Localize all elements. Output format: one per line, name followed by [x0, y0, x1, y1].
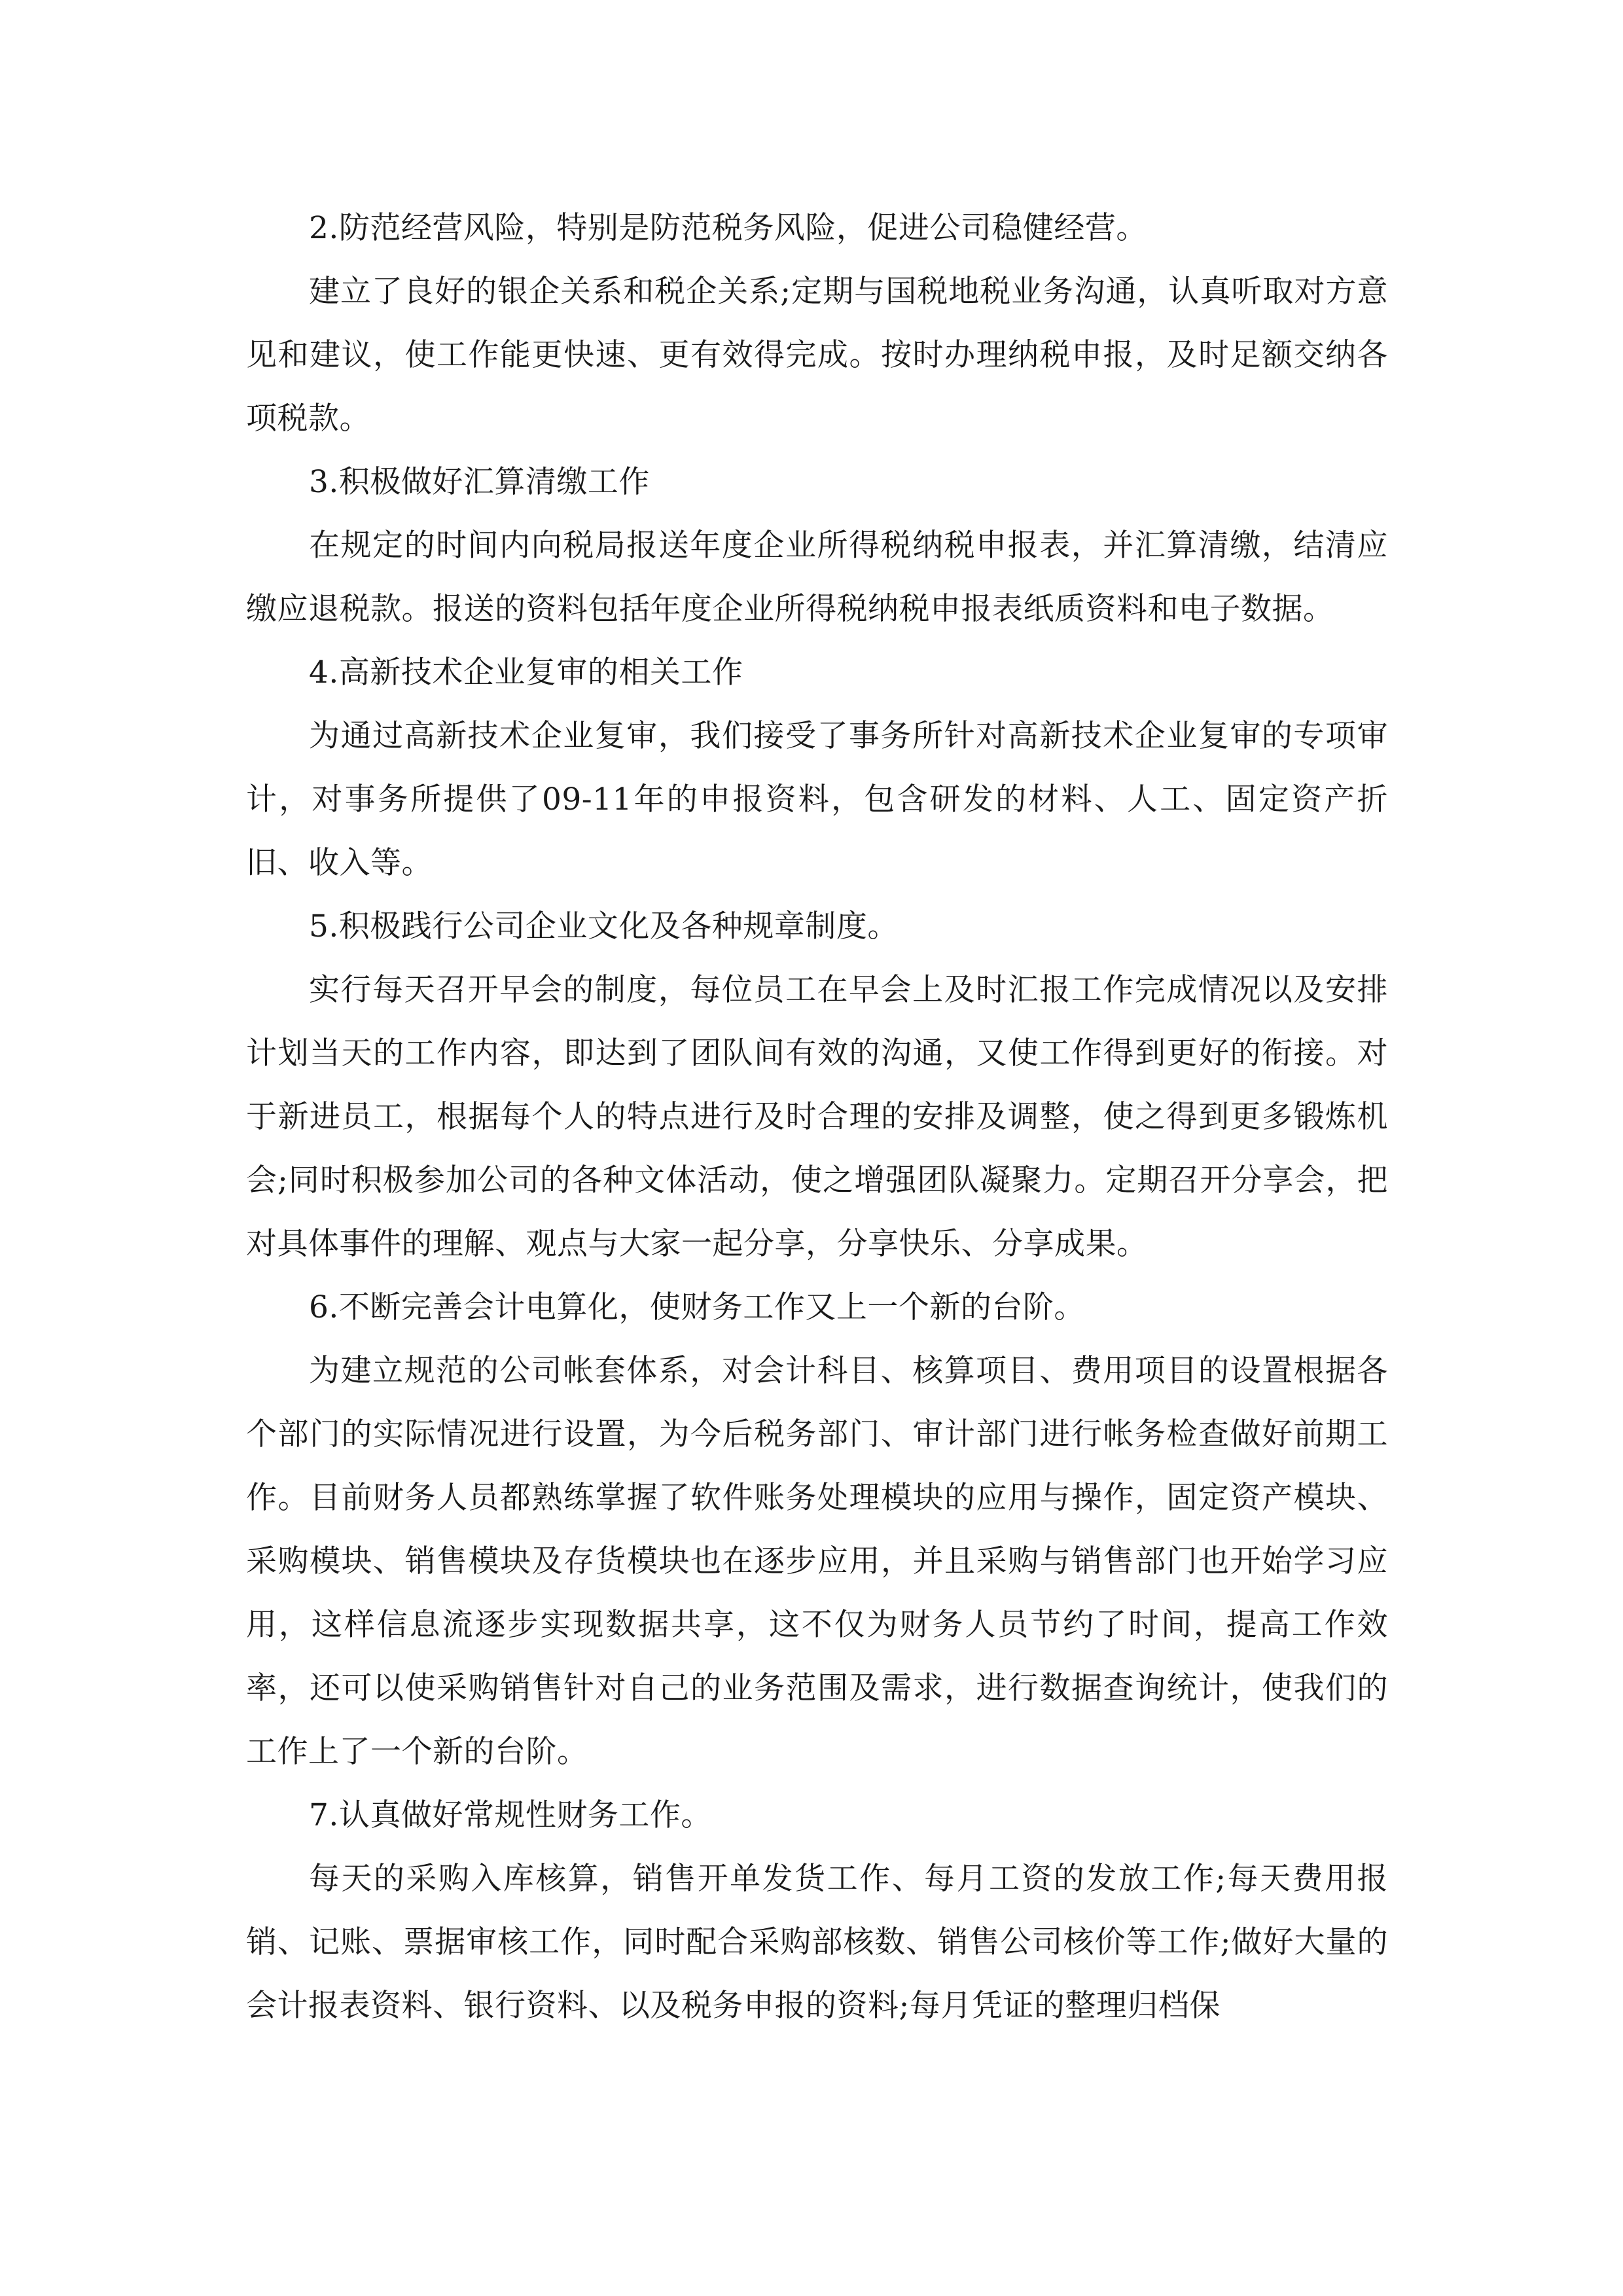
- section-2-heading: 2.防范经营风险，特别是防范税务风险，促进公司稳健经营。: [309, 210, 1147, 246]
- section-6-heading: 6.不断完善会计电算化，使财务工作又上一个新的台阶。: [309, 1289, 1085, 1325]
- section-6-body: 为建立规范的公司帐套体系，对会计科目、核算项目、费用项目的设置根据各个部门的实际情况进行设置，为今后税务部门、审计部门进行帐务检查做好前期工作。目前财务人员都熟练掌握了软件账务处理模块的应用与操作，固定资产模块、采购模块、销售模块及存货模块也在逐步应用，并且采购与销售部门也开始学习应用，这样信息流逐步实现数据共享，这不仅为财务人员节约了时间，提高工作效率，还可以使采购销售针对自己的业务范围及需求，进行数据查询统计，使我们的工作上了一个新的台阶。: [246, 1353, 1388, 1770]
- section-7-heading: 7.认真做好常规性财务工作。: [309, 1797, 712, 1833]
- section-3-heading: 3.积极做好汇算清缴工作: [309, 464, 650, 500]
- section-4-body: 为通过高新技术企业复审，我们接受了事务所针对高新技术企业复审的专项审计，对事务所提供了09-11年的申报资料，包含研发的材料、人工、固定资产折旧、收入等。: [246, 718, 1388, 881]
- section-4-heading: 4.高新技术企业复审的相关工作: [309, 655, 743, 691]
- section-5-body: 实行每天召开早会的制度，每位员工在早会上及时汇报工作完成情况以及安排计划当天的工作内容，即达到了团队间有效的沟通，又使工作得到更好的衔接。对于新进员工，根据每个人的特点进行及时合理的安排及调整，使之得到更多锻炼机会;同时积极参加公司的各种文体活动，使之增强团队凝聚力。定期召开分享会，把对具体事件的理解、观点与大家一起分享，分享快乐、分享成果。: [246, 972, 1388, 1262]
- document-content: [246, 196, 1388, 2037]
- section-3-body: 在规定的时间内向税局报送年度企业所得税纳税申报表，并汇算清缴，结清应缴应退税款。报送的资料包括年度企业所得税纳税申报表纸质资料和电子数据。: [246, 528, 1388, 627]
- section-7-body: 每天的采购入库核算，销售开单发货工作、每月工资的发放工作;每天费用报销、记账、票据审核工作，同时配合采购部核数、销售公司核价等工作;做好大量的会计报表资料、银行资料、以及税务申报的资料;每月凭证的整理归档保: [246, 1861, 1388, 2024]
- section-2-body: 建立了良好的银企关系和税企关系;定期与国税地税业务沟通，认真听取对方意见和建议，使工作能更快速、更有效得完成。按时办理纳税申报，及时足额交纳各项税款。: [246, 274, 1388, 437]
- section-5-heading: 5.积极践行公司企业文化及各种规章制度。: [309, 908, 899, 944]
